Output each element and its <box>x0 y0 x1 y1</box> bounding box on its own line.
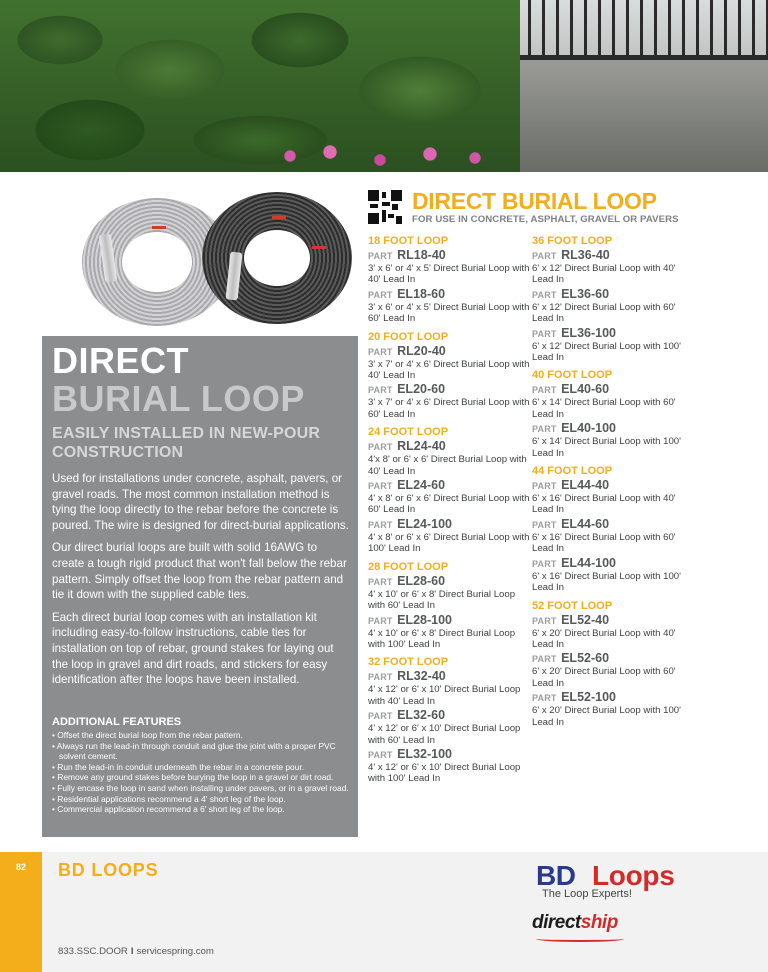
part-prefix: PART <box>368 749 393 760</box>
part-description: 3' x 7' or 4' x 6' Direct Burial Loop with 60' Lead In <box>368 397 530 420</box>
part-prefix: PART <box>368 481 393 492</box>
contact-website-link[interactable]: servicespring.com <box>136 946 214 957</box>
part-description: 6' x 12' Direct Burial Loop with 40' Lead In <box>532 263 676 286</box>
part-entry <box>532 421 696 436</box>
part-number: RL20-40 <box>397 343 446 358</box>
part-prefix: PART <box>532 654 557 665</box>
part-prefix: PART <box>532 424 557 435</box>
part-prefix: PART <box>368 289 393 300</box>
part-description: 4' x 8' or 6' x 6' Direct Burial Loop with 60' Lead In <box>368 493 530 516</box>
part-description: 6' x 14' Direct Burial Loop with 100' Lead In <box>532 436 681 459</box>
loop-size-heading: 36 FOOT LOOP <box>532 235 613 247</box>
part-number: EL32-100 <box>397 746 452 761</box>
part-prefix: PART <box>532 289 557 300</box>
part-prefix: PART <box>368 385 393 396</box>
part-prefix: PART <box>532 519 557 530</box>
part-number: EL36-60 <box>561 286 610 301</box>
part-description: 4' x 8' or 6' x 6' Direct Burial Loop with 100' Lead In <box>368 531 530 555</box>
part-description: 6' x 16' Direct Burial Loop with 40' Lead In <box>532 493 676 516</box>
part-number: EL28-100 <box>397 612 452 627</box>
part-number: EL52-60 <box>561 651 610 666</box>
part-number: EL40-60 <box>561 382 610 397</box>
part-description: 6' x 12' Direct Burial Loop with 100' Lead In <box>532 340 681 364</box>
catalog-section-subtitle: FOR USE IN CONCRETE, ASPHALT, GRAVEL OR PAVERS <box>412 214 679 225</box>
black-wire-coil <box>202 192 352 324</box>
loop-size-heading: 52 FOOT LOOP <box>532 599 613 612</box>
part-prefix: PART <box>532 251 557 261</box>
part-description: 6' x 12' Direct Burial Loop with 60' Lead In <box>532 301 676 325</box>
part-number: EL44-60 <box>561 516 610 531</box>
loop-size-heading: 32 FOOT LOOP <box>368 656 449 669</box>
directship-swoosh <box>536 936 624 942</box>
part-number: EL28-60 <box>397 573 446 588</box>
part-entry <box>368 478 532 493</box>
part-number: RL18-40 <box>397 248 446 262</box>
part-number: RL24-40 <box>397 439 446 454</box>
logo-bd-text: BD <box>536 860 576 891</box>
directship-logo <box>532 912 632 942</box>
feature-item: • Always run the lead-in through conduit and glue the joint with a proper PVC solvent cement. <box>52 741 352 762</box>
part-prefix: PART <box>368 672 393 683</box>
cable-tie <box>152 226 166 229</box>
part-entry <box>532 478 696 493</box>
part-description: 4'x 8' or 6' x 6' Direct Burial Loop with 40' Lead In <box>368 454 527 477</box>
part-entry <box>532 382 696 397</box>
part-description: 6' x 16' Direct Burial Loop with 100' Lead In <box>532 570 681 594</box>
part-description: 3' x 6' or 4' x 5' Direct Burial Loop with 40' Lead In <box>368 263 530 286</box>
left-info-panel <box>42 186 358 837</box>
part-number: EL44-100 <box>561 555 616 570</box>
part-description: 3' x 7' or 4' x 6' Direct Burial Loop with 40' Lead In <box>368 358 530 382</box>
part-entry <box>532 613 696 628</box>
cable-tie <box>312 246 326 249</box>
part-entry <box>368 574 532 589</box>
part-number: EL44-40 <box>561 478 610 493</box>
part-prefix: PART <box>532 481 557 492</box>
logo-tagline: The Loop Experts! <box>542 888 632 900</box>
part-description: 6' x 20' Direct Burial Loop with 100' Lead In <box>532 705 681 728</box>
part-prefix: PART <box>368 442 393 453</box>
product-photo <box>42 186 358 336</box>
part-description: 3' x 6' or 4' x 5' Direct Burial Loop with 60' Lead In <box>368 301 530 325</box>
part-description: 6' x 20' Direct Burial Loop with 40' Lead In <box>532 627 676 650</box>
part-column-left <box>368 235 532 786</box>
part-number: EL52-40 <box>561 612 610 627</box>
part-entry <box>532 248 696 263</box>
loop-size-heading: 44 FOOT LOOP <box>532 465 613 478</box>
part-prefix: PART <box>368 615 393 626</box>
part-description: 4' x 10' or 6' x 8' Direct Burial Loop with 100' Lead In <box>368 627 516 650</box>
part-entry <box>368 344 532 359</box>
panel-title-line1: DIRECT <box>52 340 189 381</box>
part-number: RL32-40 <box>397 669 446 684</box>
part-number: RL36-40 <box>561 248 610 262</box>
part-entry <box>532 690 696 705</box>
part-description: 6' x 20' Direct Burial Loop with 60' Lead In <box>532 666 676 689</box>
logo-loops-text: Loops <box>592 860 675 891</box>
hero-photo <box>0 0 768 172</box>
part-prefix: PART <box>368 346 393 357</box>
part-number: EL40-100 <box>561 421 616 436</box>
part-entry <box>368 439 532 454</box>
contact-separator: I <box>130 946 134 957</box>
part-prefix: PART <box>532 615 557 626</box>
features-list <box>52 730 352 815</box>
directship-ship-text: ship <box>580 912 618 933</box>
part-number: EL20-60 <box>397 382 446 397</box>
part-entry <box>532 651 696 666</box>
contact-phone[interactable]: 833.SSC.DOOR <box>58 946 128 957</box>
feature-item: • Remove any ground stakes before burying the loop in a gravel or dirt road. <box>52 772 352 783</box>
contact-line <box>58 946 214 957</box>
loop-size-heading: 40 FOOT LOOP <box>532 369 613 382</box>
part-prefix: PART <box>532 328 557 339</box>
part-entry <box>368 287 532 302</box>
body-paragraph: Our direct burial loops are built with solid 16AWG to create a tough rigid product that won't fall below the rebar pattern. Simply offset the loop from the rebar pattern and tie it down with the supplied cable ties. <box>52 541 347 602</box>
cable-tie <box>272 216 286 219</box>
part-prefix: PART <box>532 385 557 396</box>
feature-item: • Offset the direct burial loop from the rebar pattern. <box>52 730 352 741</box>
part-number: EL24-100 <box>397 516 452 531</box>
bd-loops-logo <box>536 860 696 904</box>
loop-size-heading: 24 FOOT LOOP <box>368 426 449 439</box>
features-heading: ADDITIONAL FEATURES <box>52 716 182 728</box>
part-description: 4' x 12' or 6' x 10' Direct Burial Loop with 60' Lead In <box>368 723 521 746</box>
part-entry <box>532 326 696 341</box>
part-entry <box>368 248 532 263</box>
panel-title-line2: BURIAL LOOP <box>52 378 305 419</box>
part-number: EL24-60 <box>397 478 446 493</box>
part-number: EL36-100 <box>561 325 616 340</box>
part-entry <box>368 382 532 397</box>
driveway-image <box>480 60 768 172</box>
body-paragraph: Used for installations under concrete, asphalt, pavers, or gravel roads. The most common installation method is tying the loop directly to the rebar before the concrete is poured. The wire is designed for direct-burial applications. <box>52 472 349 532</box>
part-entry <box>368 613 532 628</box>
feature-item: • Fully encase the loop in sand when installing under pavers, or in a gravel road. <box>52 783 352 794</box>
part-description: 6' x 14' Direct Burial Loop with 60' Lead In <box>532 397 676 420</box>
footer-brand: BD LOOPS <box>58 860 159 880</box>
part-prefix: PART <box>368 519 393 530</box>
feature-item: • Run the lead-in in conduit underneath the rebar in a concrete pour. <box>52 762 352 773</box>
part-description: 4' x 12' or 6' x 10' Direct Burial Loop with 100' Lead In <box>368 761 521 785</box>
loop-size-heading: 20 FOOT LOOP <box>368 330 449 343</box>
loop-size-heading: 28 FOOT LOOP <box>368 560 449 573</box>
part-entry <box>368 669 532 684</box>
part-description: 4' x 10' or 6' x 8' Direct Burial Loop with 60' Lead In <box>368 588 516 612</box>
part-description: 4' x 12' or 6' x 10' Direct Burial Loop with 40' Lead In <box>368 684 521 707</box>
feature-item: • Commercial application recommend a 6' short leg of the loop. <box>52 804 352 815</box>
gate-image <box>500 0 768 60</box>
part-number: EL32-60 <box>397 708 446 723</box>
flowers-image <box>270 140 500 172</box>
panel-body <box>52 471 350 695</box>
part-prefix: PART <box>532 558 557 569</box>
part-number: EL52-100 <box>561 690 616 705</box>
part-column-right <box>532 235 696 729</box>
part-number: EL18-60 <box>397 286 446 301</box>
part-prefix: PART <box>532 693 557 704</box>
directship-direct-text: direct <box>532 912 581 933</box>
feature-item: • Residential applications recommend a 4' short leg of the loop. <box>52 794 352 805</box>
page-number: 82 <box>15 862 26 872</box>
part-prefix: PART <box>368 576 393 587</box>
part-description: 6' x 16' Direct Burial Loop with 60' Lead In <box>532 531 676 555</box>
part-entry <box>532 556 696 571</box>
part-entry <box>368 747 532 762</box>
part-entry <box>532 517 696 532</box>
loop-size-heading: 18 FOOT LOOP <box>368 235 449 247</box>
panel-subtitle: EASILY INSTALLED IN NEW-POUR CONSTRUCTION <box>52 425 321 461</box>
part-entry <box>368 517 532 532</box>
part-prefix: PART <box>368 711 393 722</box>
part-prefix: PART <box>368 251 393 261</box>
catalog-section-title: DIRECT BURIAL LOOP <box>412 188 657 214</box>
body-paragraph: Each direct burial loop comes with an installation kit including easy-to-follow instructions, cable ties for installation on top of rebar, ground stakes for laying out the loop in gravel and dirt roads, and stickers for easy identification after the loops have been installed. <box>52 610 334 687</box>
qr-code-icon[interactable] <box>368 190 402 224</box>
part-entry <box>532 287 696 302</box>
part-entry <box>368 708 532 723</box>
